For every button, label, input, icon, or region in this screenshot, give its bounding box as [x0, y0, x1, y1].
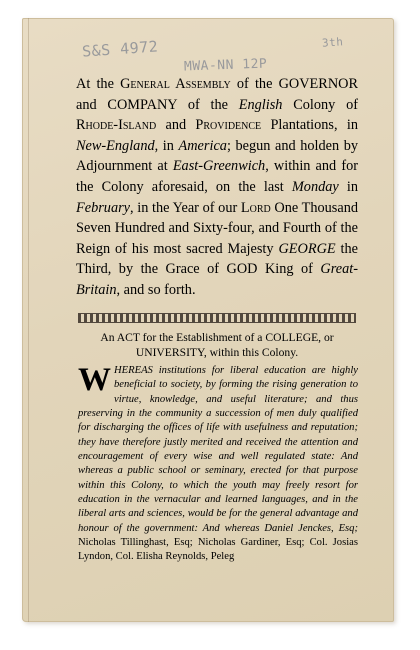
pencil-note-library: MWA-NN 12P [183, 56, 268, 75]
pencil-note-catalog: S&S 4972 [81, 37, 159, 61]
ornamental-divider [78, 313, 356, 323]
drop-cap: W [78, 362, 111, 398]
body-italic-text: HEREAS institutions for liberal education are highly beneficial to society, by forming the rising generation to virtue, knowledge, and useful literature; and thus preserving in the community a succession of men duly qualified for discharging the offices of life with usefulness and reputation; they have therefore justly merited and received the attention and encouragement of every wise and well regulated state: And whereas a public school or seminary, erected for that purpose within this Colony, to which the youth may freely resort for education in the vernacular and learned languages, and in the liberal arts and sciences, would be for the general advantage and honour of the government: And whereas Daniel Jenckes, Esq; [78, 365, 358, 534]
pencil-note-corner: 3th [321, 35, 344, 50]
act-body [78, 364, 358, 565]
act-title: An ACT for the Establishment of a COLLEGE, or UNIVERSITY, within this Colony. [100, 331, 334, 359]
document-heading: At the General Assembly of the GOVERNOR and COMPANY of the English Colony of Rhode-Island and Providence Plantations, in New-England, in America; begun and holden by Adjournment at East-Greenwich, within and for the Colony aforesaid, on the last Monday in February, in the Year of our Lord One Thousand Seven Hundred and Sixty-four, and Fourth of the Reign of his most sacred Majesty GEORGE the Third, by the Grace of GOD King of Great-Britain, and so forth. [76, 76, 359, 298]
heading-general-assembly: General Assembly [120, 76, 231, 92]
body-roman-text: Nicholas Tillinghast, Esq; Nicholas Gardiner, Esq; Col. Josias Lyndon, Col. Elisha Reynolds, Peleg [78, 537, 358, 563]
